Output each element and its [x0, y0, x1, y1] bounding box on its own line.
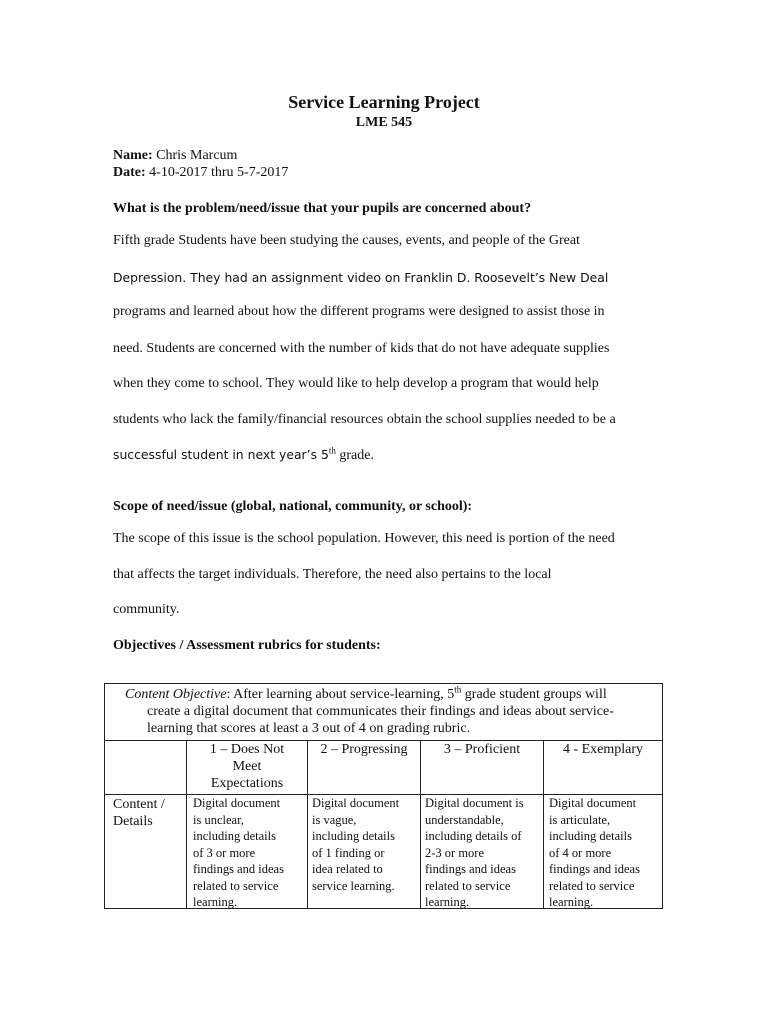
objective-line: learning that scores at least a 3 out of 4 on grading rubric. — [147, 721, 471, 736]
cell-line: is unclear, — [193, 812, 244, 827]
cell-line: related to service — [425, 878, 511, 893]
content-objective-cell — [105, 684, 662, 741]
level-label: Expectations — [210, 776, 284, 791]
objective-line: create a digital document that communicates their findings and ideas about service- — [147, 704, 614, 719]
scope-line: that affects the target individuals. Therefore, the need also pertains to the local — [113, 567, 552, 582]
cell-line: Digital document — [312, 796, 400, 810]
scope-line: The scope of this issue is the school population. However, this need is portion of the need — [113, 531, 615, 546]
cell-line: including details — [312, 829, 395, 843]
problem-line: students who lack the family/financial resources obtain the school supplies needed to be a — [113, 412, 616, 427]
level-label: 1 – Does Not — [209, 742, 285, 757]
cell-line: learning. — [193, 895, 238, 909]
rubric-cell-level-3 — [425, 795, 543, 911]
problem-line-last — [113, 447, 374, 464]
level-3-header — [421, 741, 543, 758]
problem-line: need. Students are concerned with the number of kids that do not have adequate supplies — [113, 341, 610, 356]
objectives-heading: Objectives / Assessment rubrics for students: — [113, 638, 381, 653]
objective-line — [125, 686, 607, 703]
problem-line: programs and learned about how the different programs were designed to assist those in — [113, 304, 605, 319]
cell-line: service learning. — [312, 878, 395, 893]
cell-line: learning. — [549, 895, 594, 909]
cell-line: Digital document — [549, 796, 637, 810]
cell-line: is articulate, — [549, 812, 611, 827]
cell-line: idea related to — [312, 862, 383, 876]
level-label: 4 - Exemplary — [562, 742, 644, 757]
cell-line: findings and ideas — [549, 862, 640, 876]
cell-line: of 4 or more — [549, 845, 612, 860]
rubric-table — [104, 683, 663, 909]
rubric-cell-level-4 — [549, 795, 662, 911]
cell-line: is vague, — [312, 812, 357, 827]
objective-label: Content Objective — [125, 687, 227, 702]
cell-line: including details — [193, 829, 276, 843]
superscript: th — [454, 684, 462, 695]
date-label: Date: — [113, 165, 146, 180]
level-label: 2 – Progressing — [320, 742, 408, 757]
problem-line: Depression. They had an assignment video on Franklin D. Roosevelt’s New Deal — [113, 270, 609, 285]
rubric-cell-level-1 — [193, 795, 307, 911]
superscript: th — [328, 445, 336, 456]
cell-line: related to service — [549, 878, 635, 893]
objective-text: : After learning about service-learning, 5 — [226, 687, 455, 702]
cell-line: findings and ideas — [425, 862, 516, 876]
problem-heading: What is the problem/need/issue that your pupils are concerned about? — [113, 201, 532, 216]
table-divider — [420, 740, 421, 908]
cell-line: Digital document — [193, 796, 281, 810]
cell-line: learning. — [425, 895, 470, 909]
cell-line: related to service — [193, 878, 279, 893]
level-2-header — [308, 741, 420, 758]
date-value: 4-10-2017 thru 5-7-2017 — [145, 165, 289, 180]
problem-last-end: grade. — [335, 448, 374, 463]
row-label-line: Details — [113, 814, 153, 829]
objective-text: grade student groups will — [461, 687, 607, 702]
cell-line: of 3 or more — [193, 845, 256, 860]
cell-line: of 1 finding or — [312, 845, 385, 860]
level-4-header — [544, 741, 662, 758]
cell-line: including details of — [425, 829, 522, 843]
row-label-line: Content / — [113, 797, 165, 812]
rubric-cell-level-2 — [312, 795, 420, 894]
name-field — [113, 147, 237, 164]
cell-line: Digital document is — [425, 796, 524, 810]
document-title: Service Learning Project — [288, 92, 480, 112]
table-divider — [543, 740, 544, 908]
level-1-header — [187, 741, 307, 792]
cell-line: understandable, — [425, 812, 504, 827]
scope-heading: Scope of need/issue (global, national, community, or school): — [113, 499, 473, 514]
date-field — [113, 164, 288, 181]
cell-line: findings and ideas — [193, 862, 284, 876]
name-value: Chris Marcum — [152, 148, 238, 163]
course-code: LME 545 — [355, 115, 413, 130]
cell-line: including details — [549, 829, 632, 843]
cell-line: 2-3 or more — [425, 845, 485, 860]
table-divider — [307, 740, 308, 908]
problem-line: Fifth grade Students have been studying the causes, events, and people of the Great — [113, 233, 580, 248]
level-label: 3 – Proficient — [443, 742, 521, 757]
row-label — [113, 796, 185, 830]
scope-line: community. — [113, 602, 180, 617]
problem-line: when they come to school. They would like to help develop a program that would help — [113, 376, 599, 391]
level-label: Meet — [232, 759, 262, 774]
name-label: Name: — [113, 148, 153, 163]
problem-last-text: successful student in next year’s 5 — [113, 447, 329, 462]
